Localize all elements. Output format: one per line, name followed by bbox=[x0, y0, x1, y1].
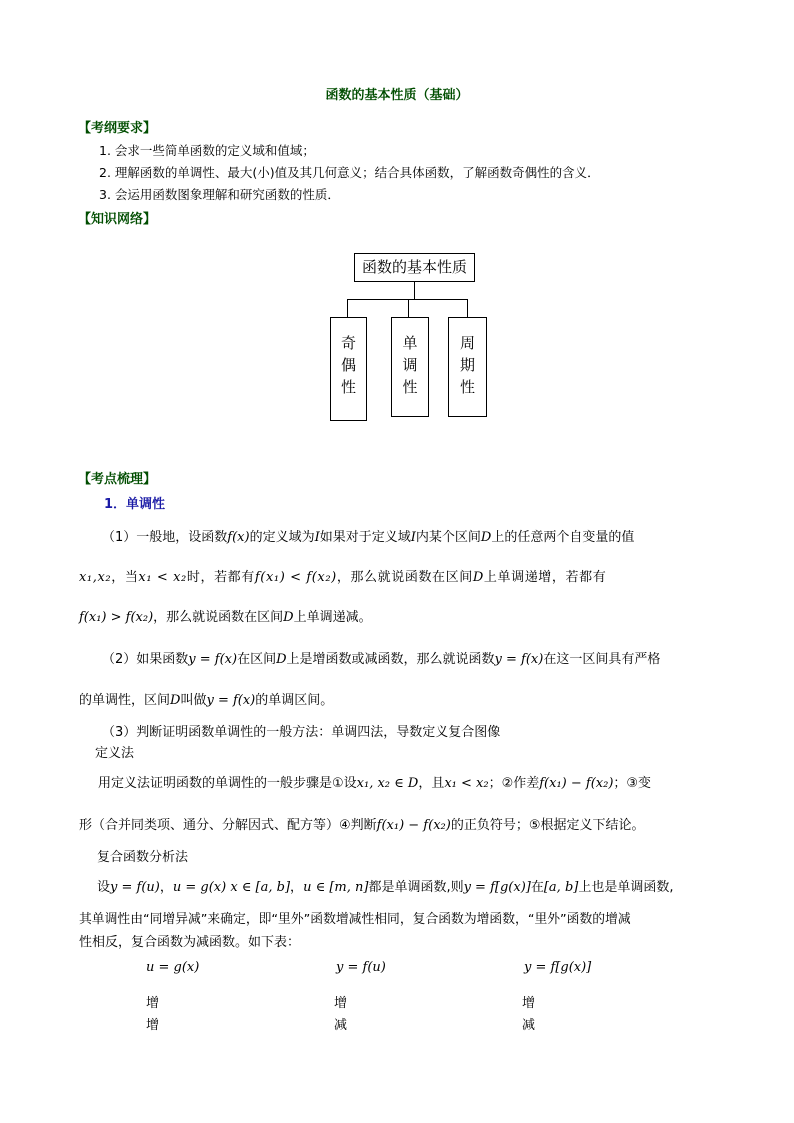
paragraph-line: （2）如果函数y = f(x)在区间D上是增函数或减函数，那么就说函数y = f(x)在这一区间具有严格 bbox=[102, 652, 661, 667]
method-heading: 定义法 bbox=[95, 746, 135, 761]
diagram-child-char: 奇 bbox=[340, 334, 356, 352]
table-header: y = f[g(x)] bbox=[524, 960, 592, 975]
section-points: 【考点梳理】 bbox=[78, 472, 157, 487]
table-cell: 减 bbox=[522, 1018, 536, 1033]
paragraph-line: 的单调性，区间D叫做y = f(x)的单调区间。 bbox=[79, 693, 334, 708]
diagram-connector bbox=[414, 282, 415, 300]
paragraph-line: f(x₁) > f(x₂)，那么就说函数在区间D上单调递减。 bbox=[79, 610, 372, 625]
requirement-item: 2. 理解函数的单调性、最大(小)值及其几何意义；结合具体函数，了解函数奇偶性的含义． bbox=[99, 165, 600, 180]
page-title: 函数的基本性质（基础） bbox=[325, 88, 469, 103]
diagram-connector bbox=[408, 299, 409, 317]
diagram-child-char: 调 bbox=[402, 356, 418, 374]
diagram-child-char: 单 bbox=[402, 334, 418, 352]
requirement-item: 3. 会运用函数图象理解和研究函数的性质． bbox=[99, 187, 340, 202]
diagram-child-char: 性 bbox=[340, 378, 356, 396]
table-cell: 增 bbox=[334, 996, 348, 1011]
section-requirements: 【考纲要求】 bbox=[78, 121, 157, 136]
paragraph-line: x₁,x₂，当x₁ < x₂时，若都有f(x₁) < f(x₂)，那么就说函数在区间D上单调递增，若都有 bbox=[79, 570, 607, 585]
paragraph-line: 形（合并同类项、通分、分解因式、配方等）④判断f(x₁) − f(x₂)的正负符号；⑤根据定义下结论。 bbox=[79, 818, 645, 833]
paragraph-line: 其单调性由“同增异减”来确定，即“里外”函数增减性相同，复合函数为增函数，“里外”函数的增减 bbox=[79, 912, 631, 927]
paragraph-line: （3）判断证明函数单调性的一般方法：单调四法，导数定义复合图像 bbox=[102, 725, 501, 740]
table-header: y = f(u) bbox=[336, 960, 386, 975]
paragraph-line: 性相反，复合函数为减函数。如下表： bbox=[79, 935, 301, 950]
table-cell: 增 bbox=[146, 996, 160, 1011]
paragraph-line: 设y = f(u)，u = g(x) x ∈ [a, b]，u ∈ [m, n]都是单调函数,则y = f[g(x)]在[a, b]上也是单调函数, bbox=[97, 880, 674, 895]
diagram-connector bbox=[467, 299, 468, 317]
method-heading: 复合函数分析法 bbox=[97, 850, 189, 865]
section-network: 【知识网络】 bbox=[78, 212, 157, 227]
diagram-child-periodicity bbox=[448, 317, 487, 417]
diagram-child-char: 期 bbox=[459, 356, 475, 374]
diagram-child-char: 偶 bbox=[340, 356, 356, 374]
requirement-item: 1. 会求一些简单函数的定义域和值域； bbox=[99, 143, 315, 158]
diagram-child-parity bbox=[330, 317, 367, 421]
paragraph-line: 用定义法证明函数的单调性的一般步骤是①设x₁, x₂ ∈ D，且x₁ < x₂；②作差f(x₁) − f(x₂)；③变 bbox=[98, 776, 652, 791]
diagram-connector bbox=[347, 299, 348, 317]
table-cell: 增 bbox=[146, 1018, 160, 1033]
table-cell: 增 bbox=[522, 996, 536, 1011]
table-cell: 减 bbox=[334, 1018, 348, 1033]
diagram-child-char: 性 bbox=[459, 378, 475, 396]
diagram-child-monotonicity bbox=[391, 317, 429, 417]
table-header: u = g(x) bbox=[146, 960, 200, 975]
subsection-title: 1．单调性 bbox=[104, 497, 166, 512]
diagram-root-box: 函数的基本性质 bbox=[354, 253, 475, 282]
paragraph-line: （1）一般地，设函数f(x)的定义域为I如果对于定义域I内某个区间D上的任意两个自变量的值 bbox=[102, 530, 635, 545]
diagram-child-char: 周 bbox=[459, 334, 475, 352]
diagram-child-char: 性 bbox=[402, 378, 418, 396]
